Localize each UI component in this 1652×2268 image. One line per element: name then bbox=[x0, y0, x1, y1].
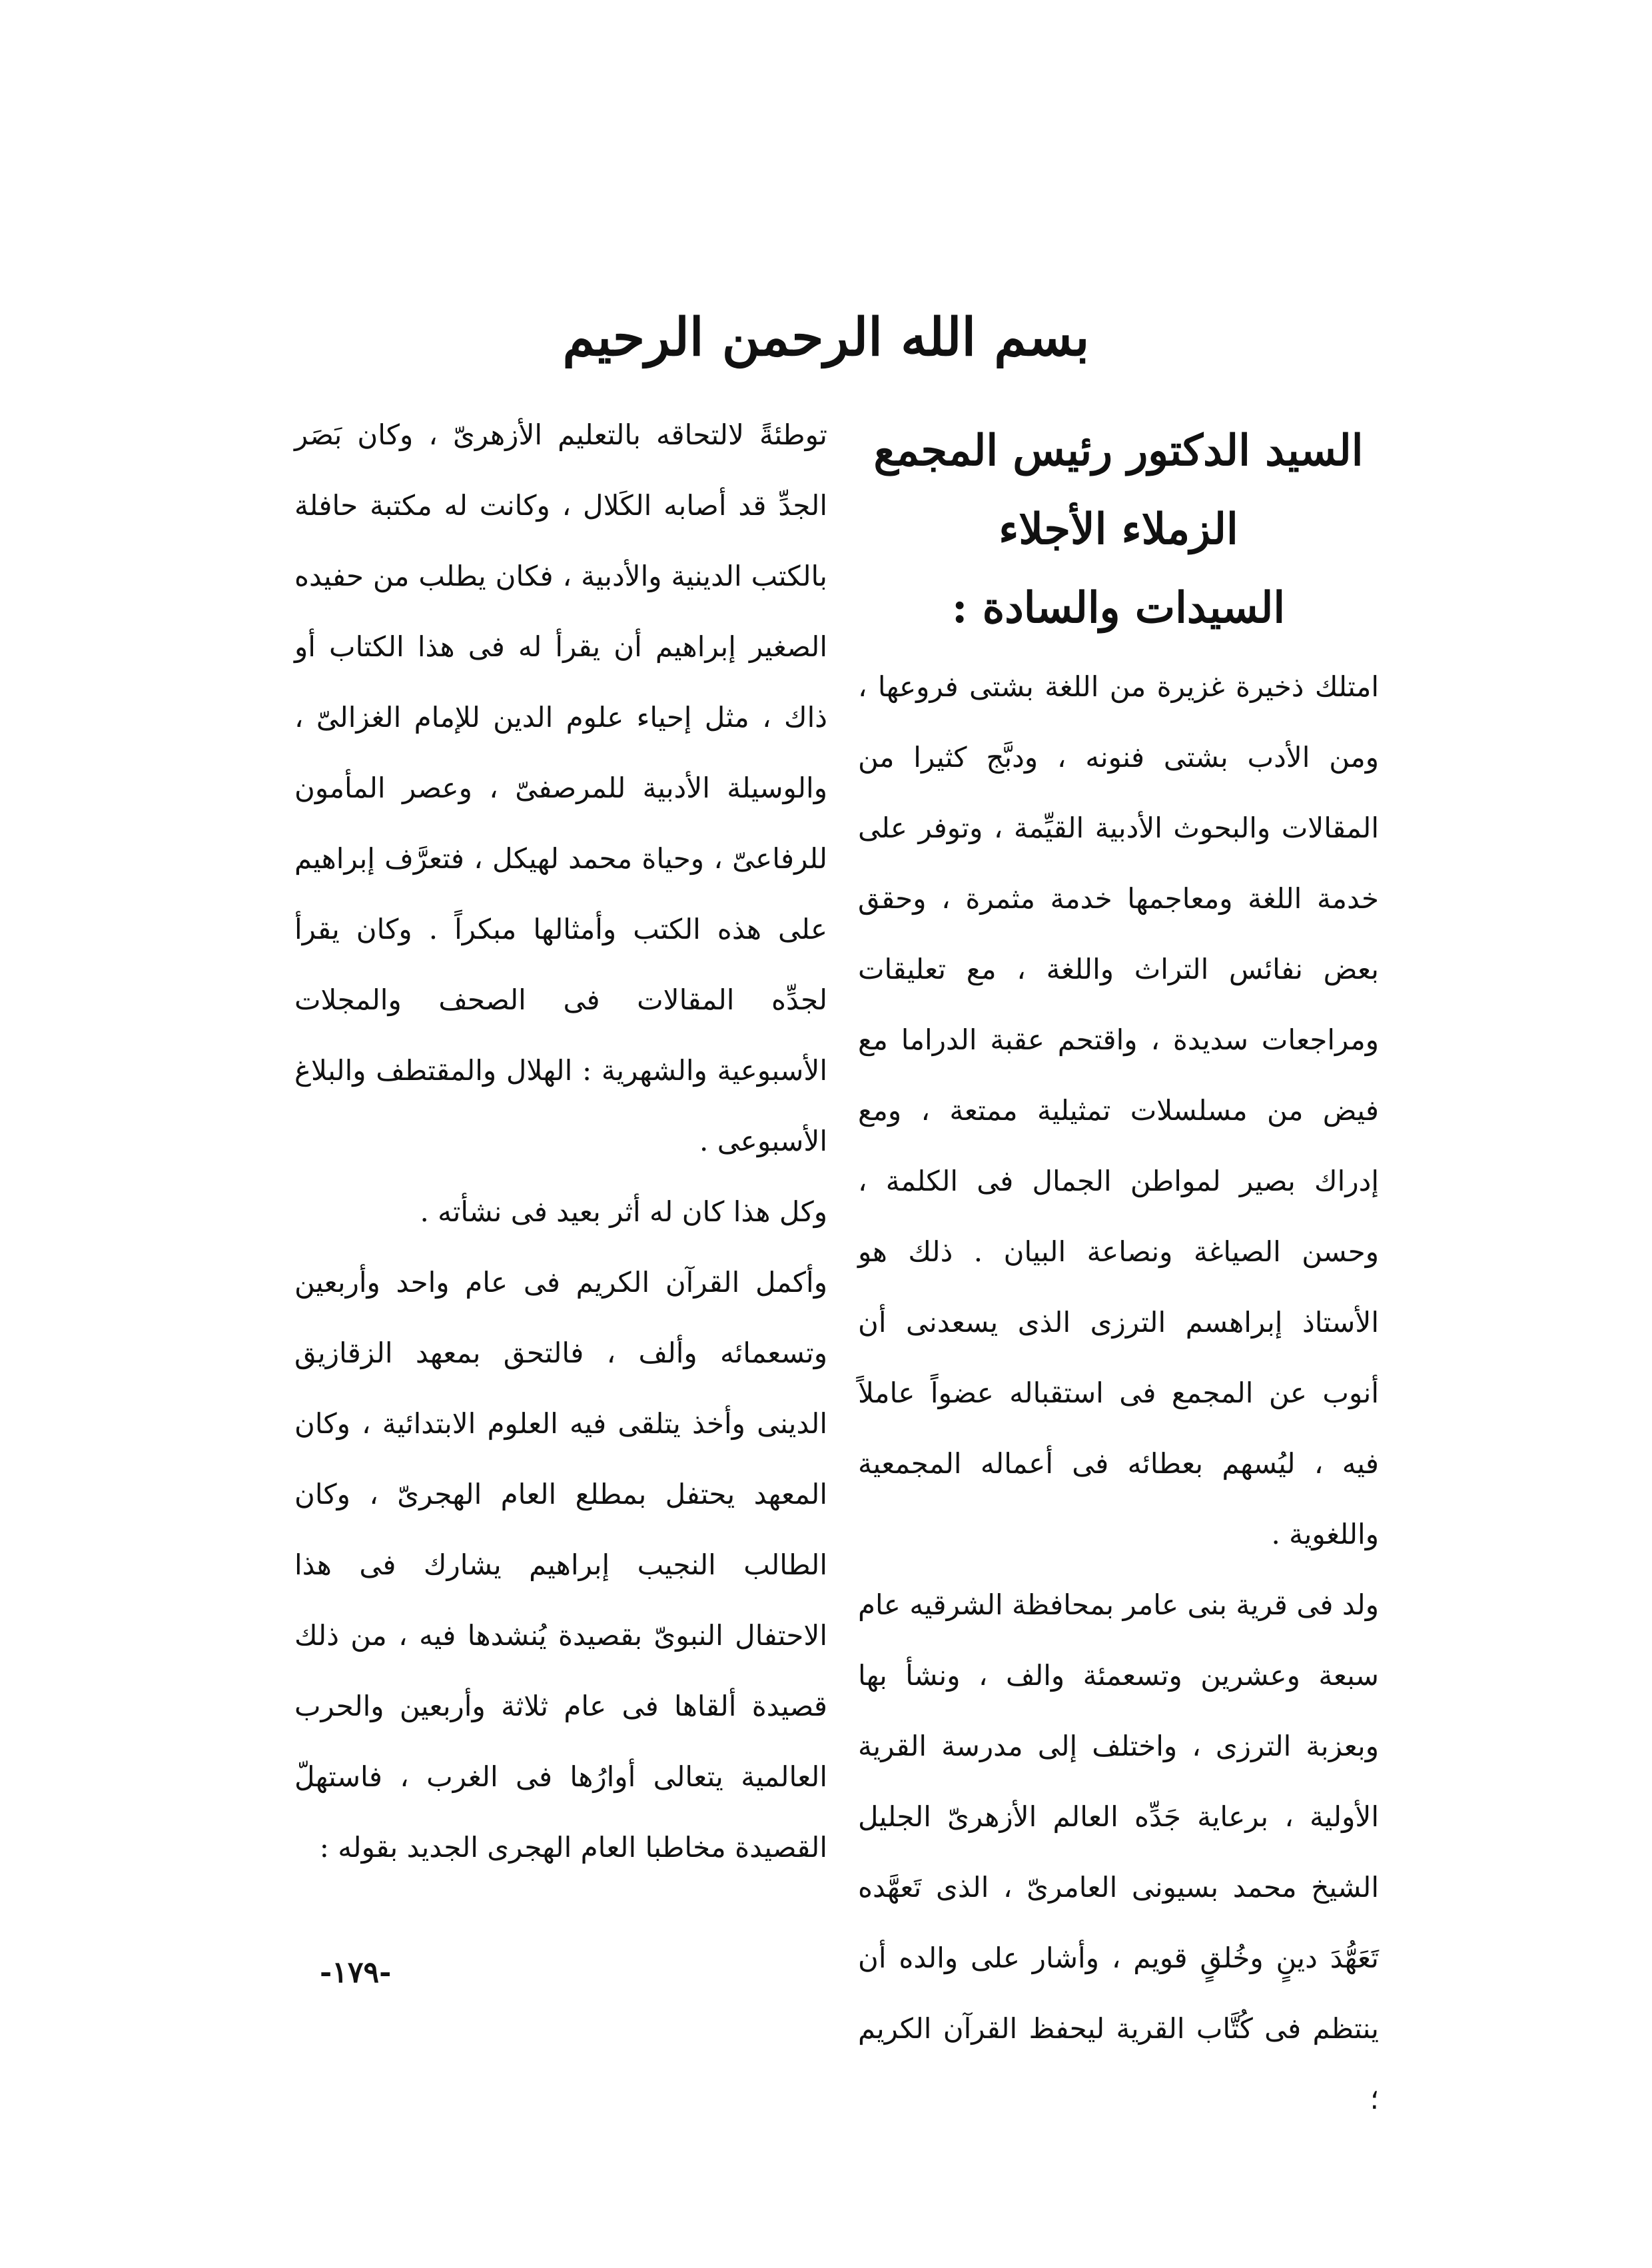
paragraph: وأكمل القرآن الكريم فى عام واحد وأربعين وتسعمائه وألف ، فالتحق بمعهد الزقازيق الدينى وأخذ يتلقى فيه العلوم الابتدائية ، وكان المعهد يحتفل بمطلع العام الهجرىّ ، وكان الطالب النجيب إبراهيم يشارك فى هذا الاحتفال النبوىّ بقصيدة يُنشدها فيه ، من ذلك قصيدة ألقاها فى عام ثلاثة وأربعين والحرب العالمية يتعالى أوارُها فى الغرب ، فاستهلّ القصيدة مخاطبا العام الهجرى الجديد بقوله : bbox=[294, 1266, 827, 1864]
left-column bbox=[294, 400, 827, 1883]
page-header: بسم الله الرحمن الرحيم bbox=[562, 307, 1090, 368]
salutation-colleagues: الزملاء الأجلاء bbox=[999, 504, 1238, 554]
paragraph: ولد فى قرية بنى عامر بمحافظة الشرقيه عام سبعة وعشرين وتسعمئة والف ، ونشأ بها وبعزبة الترزى ، واختلف إلى مدرسة القرية الأولية ، برعاية جَدِّه العالم الأزهرىّ الجليل الشيخ محمد بسيونى العامرىّ ، الذى تَعهَّده تَعَهُّدَ دينٍ وخُلقٍ قويم ، وأشار على والده أن ينتظم فى كُتَّاب القرية ليحفظ القرآن الكريم ؛ bbox=[858, 1588, 1379, 2115]
paragraph: توطئةً لالتحاقه بالتعليم الأزهرىّ ، وكان بَصَر الجدِّ قد أصابه الكَلال ، وكانت له مكتبة حافلة بالكتب الدينية والأدبية ، فكان يطلب من حفيده الصغير إبراهيم أن يقرأ له فى هذا الكتاب أو ذاك ، مثل إحياء علوم الدين للإمام الغزالىّ ، والوسيلة الأدبية للمرصفىّ ، وعصر المأمون للرفاعىّ ، وحياة محمد لهيكل ، فتعرَّف إبراهيم على هذه الكتب وأمثالها مبكراً . وكان يقرأ لجدِّه المقالات فى الصحف والمجلات الأسبوعية والشهرية : الهلال والمقتطف والبلاغ الأسبوعى . bbox=[294, 418, 827, 1157]
salutation-president: السيد الدكتور رئيس المجمع bbox=[873, 426, 1364, 476]
page-number: -١٧٩- bbox=[320, 1956, 392, 1989]
paragraph: امتلك ذخيرة غزيرة من اللغة بشتى فروعها ، ومن الأدب بشتى فنونه ، ودبَّج كثيرا من المقالات والبحوث الأدبية القيِّمة ، وتوفر على خدمة اللغة ومعاجمها خدمة مثمرة ، وحقق بعض نفائس التراث واللغة ، مع تعليقات ومراجعات سديدة ، واقتحم عقبة الدراما مع فيض من مسلسلات تمثيلية ممتعة ، ومع إدراك بصير لمواطن الجمال فى الكلمة ، وحسن الصياغة ونصاعة البيان . ذلك هو الأستاذ إبراهسم الترزى الذى يسعدنى أن أنوب عن المجمع فى استقباله عضواً عاملاً فيه ، ليُسهم بعطائه فى أعماله المجمعية واللغوية . bbox=[858, 670, 1379, 1550]
salutation-ladies-gentlemen: السيدات والسادة : bbox=[951, 583, 1286, 633]
right-column bbox=[858, 400, 1379, 2135]
paragraph: وكل هذا كان له أثر بعيد فى نشأته . bbox=[420, 1195, 827, 1228]
